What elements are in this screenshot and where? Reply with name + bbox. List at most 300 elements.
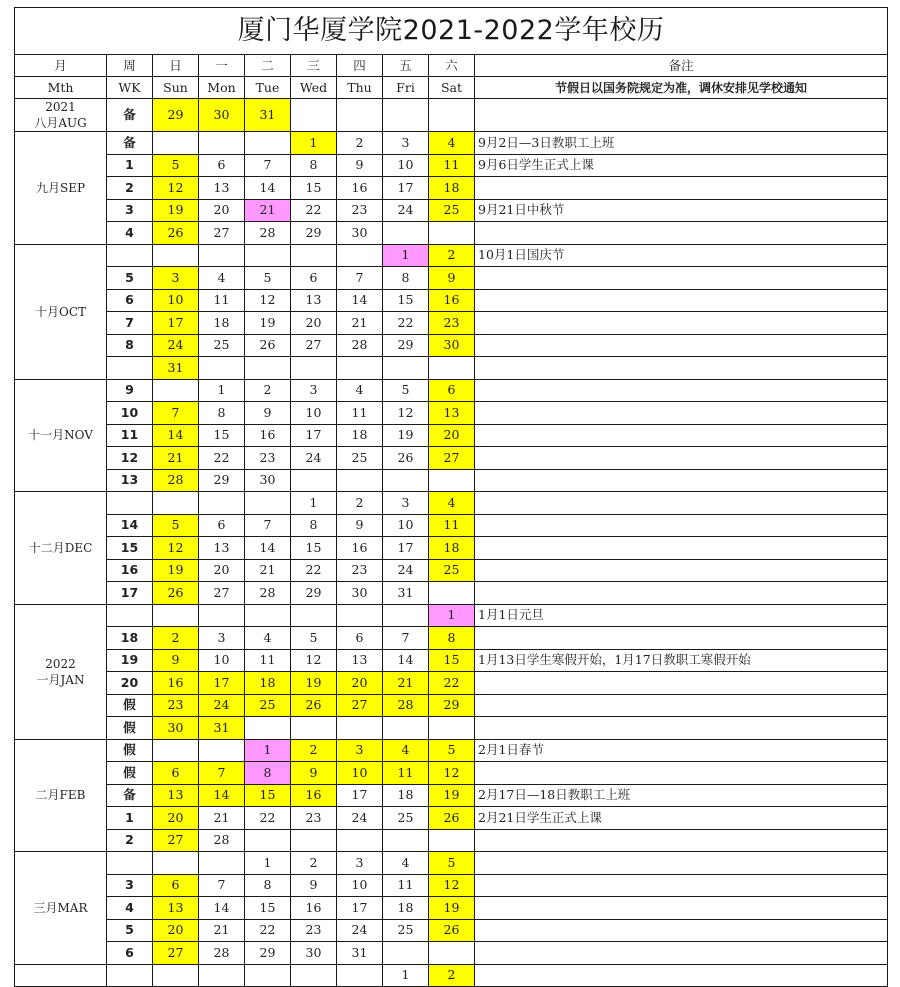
day-cell: 31 <box>383 582 429 605</box>
day-cell: 2 <box>337 132 383 155</box>
day-cell: 14 <box>245 537 291 560</box>
day-cell: 30 <box>291 942 337 965</box>
day-cell <box>199 492 245 515</box>
week-row <box>15 289 888 312</box>
week-number: 2 <box>107 829 153 852</box>
day-cell: 1 <box>383 964 429 987</box>
day-cell <box>153 379 199 402</box>
day-cell: 16 <box>291 784 337 807</box>
day-cell: 18 <box>199 312 245 335</box>
day-cell <box>291 829 337 852</box>
header-notes-disclaimer: 节假日以国务院规定为准，调休安排见学校通知 <box>475 77 888 99</box>
day-cell: 2 <box>153 627 199 650</box>
day-cell: 31 <box>245 99 291 132</box>
week-number: 9 <box>107 379 153 402</box>
note-cell <box>475 582 888 605</box>
day-cell: 31 <box>153 357 199 380</box>
day-cell: 21 <box>199 919 245 942</box>
day-cell: 31 <box>337 942 383 965</box>
day-cell: 18 <box>429 177 475 200</box>
day-cell: 17 <box>199 672 245 695</box>
day-cell: 6 <box>199 154 245 177</box>
note-cell <box>475 514 888 537</box>
week-row <box>15 807 888 830</box>
week-number: 11 <box>107 424 153 447</box>
week-row <box>15 132 888 155</box>
day-cell: 23 <box>153 694 199 717</box>
day-cell <box>383 99 429 132</box>
note-cell: 1月13日学生寒假开始，1月17日教职工寒假开始 <box>475 649 888 672</box>
day-cell: 22 <box>383 312 429 335</box>
note-cell <box>475 379 888 402</box>
day-cell: 7 <box>245 154 291 177</box>
header-sun-en: Sun <box>153 77 199 99</box>
school-calendar-table <box>14 7 888 987</box>
day-cell: 24 <box>153 334 199 357</box>
week-number: 20 <box>107 672 153 695</box>
note-cell <box>475 964 888 987</box>
day-cell: 12 <box>383 402 429 425</box>
week-number: 12 <box>107 447 153 470</box>
day-cell: 13 <box>153 897 199 920</box>
day-cell: 26 <box>245 334 291 357</box>
day-cell: 20 <box>429 424 475 447</box>
day-cell: 2 <box>429 964 475 987</box>
day-cell: 22 <box>429 672 475 695</box>
note-cell: 1月1日元旦 <box>475 604 888 627</box>
day-cell: 24 <box>383 559 429 582</box>
day-cell <box>383 222 429 245</box>
note-cell: 10月1日国庆节 <box>475 244 888 267</box>
day-cell <box>337 717 383 740</box>
month-label-line: 十一月NOV <box>28 428 93 443</box>
header-wed-cn: 三 <box>291 55 337 77</box>
day-cell: 25 <box>199 334 245 357</box>
week-number: 4 <box>107 897 153 920</box>
day-cell: 9 <box>245 402 291 425</box>
header-wed-en: Wed <box>291 77 337 99</box>
day-cell <box>291 99 337 132</box>
week-row <box>15 312 888 335</box>
day-cell: 24 <box>291 447 337 470</box>
day-cell: 28 <box>337 334 383 357</box>
week-number: 17 <box>107 582 153 605</box>
header-sat-cn: 六 <box>429 55 475 77</box>
day-cell: 20 <box>153 919 199 942</box>
header-fri-cn: 五 <box>383 55 429 77</box>
day-cell: 9 <box>429 267 475 290</box>
day-cell: 10 <box>337 762 383 785</box>
day-cell: 29 <box>383 334 429 357</box>
day-cell: 11 <box>429 514 475 537</box>
day-cell: 26 <box>429 807 475 830</box>
note-cell <box>475 852 888 875</box>
day-cell: 19 <box>383 424 429 447</box>
day-cell: 12 <box>429 762 475 785</box>
note-cell <box>475 267 888 290</box>
day-cell <box>153 852 199 875</box>
day-cell <box>337 244 383 267</box>
day-cell: 10 <box>337 874 383 897</box>
day-cell <box>429 99 475 132</box>
day-cell: 26 <box>153 222 199 245</box>
header-row-en <box>15 77 888 99</box>
day-cell: 5 <box>153 514 199 537</box>
week-number <box>107 964 153 987</box>
day-cell: 27 <box>291 334 337 357</box>
day-cell <box>199 852 245 875</box>
week-number: 3 <box>107 874 153 897</box>
day-cell: 22 <box>245 919 291 942</box>
day-cell: 2 <box>337 492 383 515</box>
week-number: 假 <box>107 717 153 740</box>
month-label <box>15 99 107 132</box>
week-row <box>15 244 888 267</box>
header-month-cn: 月 <box>15 55 107 77</box>
week-row <box>15 537 888 560</box>
day-cell: 17 <box>153 312 199 335</box>
note-cell: 9月21日中秋节 <box>475 199 888 222</box>
day-cell: 17 <box>291 424 337 447</box>
day-cell: 4 <box>245 627 291 650</box>
week-number: 2 <box>107 177 153 200</box>
header-tue-en: Tue <box>245 77 291 99</box>
page-title: 厦门华厦学院2021-2022学年校历 <box>15 8 888 55</box>
day-cell: 24 <box>337 807 383 830</box>
day-cell: 13 <box>199 177 245 200</box>
week-number: 1 <box>107 154 153 177</box>
day-cell <box>245 829 291 852</box>
day-cell: 8 <box>245 762 291 785</box>
day-cell: 6 <box>429 379 475 402</box>
month-label <box>15 492 107 605</box>
note-cell <box>475 447 888 470</box>
day-cell: 3 <box>153 267 199 290</box>
day-cell: 24 <box>199 694 245 717</box>
day-cell: 14 <box>245 177 291 200</box>
day-cell: 23 <box>337 559 383 582</box>
day-cell: 25 <box>337 447 383 470</box>
week-row <box>15 222 888 245</box>
day-cell: 4 <box>337 379 383 402</box>
day-cell: 27 <box>337 694 383 717</box>
day-cell: 28 <box>199 829 245 852</box>
note-cell: 2月17日—18日教职工上班 <box>475 784 888 807</box>
day-cell <box>245 717 291 740</box>
day-cell: 29 <box>291 582 337 605</box>
header-thu-en: Thu <box>337 77 383 99</box>
day-cell: 29 <box>429 694 475 717</box>
week-number: 假 <box>107 694 153 717</box>
day-cell <box>383 469 429 492</box>
week-row <box>15 559 888 582</box>
day-cell: 28 <box>383 694 429 717</box>
note-cell: 9月2日—3日教职工上班 <box>475 132 888 155</box>
day-cell <box>337 357 383 380</box>
header-fri-en: Fri <box>383 77 429 99</box>
day-cell: 4 <box>383 739 429 762</box>
day-cell <box>291 717 337 740</box>
note-cell <box>475 402 888 425</box>
day-cell: 13 <box>337 649 383 672</box>
week-row <box>15 582 888 605</box>
day-cell: 19 <box>153 559 199 582</box>
day-cell: 6 <box>291 267 337 290</box>
note-cell <box>475 469 888 492</box>
day-cell: 19 <box>153 199 199 222</box>
note-cell: 2月21日学生正式上课 <box>475 807 888 830</box>
day-cell <box>337 964 383 987</box>
day-cell: 8 <box>429 627 475 650</box>
day-cell: 9 <box>337 154 383 177</box>
header-mon-en: Mon <box>199 77 245 99</box>
day-cell: 8 <box>383 267 429 290</box>
day-cell: 16 <box>337 177 383 200</box>
week-row <box>15 852 888 875</box>
week-number: 5 <box>107 267 153 290</box>
day-cell: 25 <box>429 559 475 582</box>
day-cell: 27 <box>199 222 245 245</box>
day-cell: 26 <box>153 582 199 605</box>
day-cell: 9 <box>153 649 199 672</box>
day-cell: 29 <box>291 222 337 245</box>
day-cell <box>245 357 291 380</box>
week-number <box>107 357 153 380</box>
note-cell <box>475 357 888 380</box>
day-cell <box>153 492 199 515</box>
week-number: 7 <box>107 312 153 335</box>
header-sat-en: Sat <box>429 77 475 99</box>
day-cell: 11 <box>337 402 383 425</box>
day-cell: 20 <box>153 807 199 830</box>
week-number <box>107 244 153 267</box>
note-cell <box>475 99 888 132</box>
day-cell: 7 <box>245 514 291 537</box>
month-label <box>15 604 107 739</box>
note-cell <box>475 672 888 695</box>
note-cell <box>475 942 888 965</box>
note-cell <box>475 424 888 447</box>
week-number: 10 <box>107 402 153 425</box>
day-cell <box>199 739 245 762</box>
day-cell <box>429 829 475 852</box>
header-notes-cn: 备注 <box>475 55 888 77</box>
day-cell: 4 <box>429 492 475 515</box>
day-cell: 27 <box>153 829 199 852</box>
week-number: 备 <box>107 132 153 155</box>
day-cell: 4 <box>429 132 475 155</box>
day-cell <box>153 739 199 762</box>
day-cell: 6 <box>337 627 383 650</box>
day-cell: 21 <box>153 447 199 470</box>
week-row <box>15 177 888 200</box>
week-number: 4 <box>107 222 153 245</box>
day-cell: 22 <box>291 559 337 582</box>
day-cell: 30 <box>153 717 199 740</box>
day-cell: 30 <box>337 582 383 605</box>
day-cell: 24 <box>337 919 383 942</box>
day-cell <box>429 222 475 245</box>
day-cell <box>153 244 199 267</box>
month-label-line: 十二月DEC <box>28 540 93 555</box>
day-cell: 7 <box>383 627 429 650</box>
note-cell <box>475 559 888 582</box>
day-cell: 20 <box>291 312 337 335</box>
day-cell: 23 <box>291 919 337 942</box>
week-number <box>107 852 153 875</box>
day-cell: 15 <box>429 649 475 672</box>
note-cell <box>475 717 888 740</box>
week-row <box>15 874 888 897</box>
calendar-sheet <box>14 7 887 987</box>
day-cell: 2 <box>429 244 475 267</box>
note-cell: 2月1日春节 <box>475 739 888 762</box>
month-label-line: 八月AUG <box>34 116 87 130</box>
day-cell: 15 <box>383 289 429 312</box>
day-cell: 26 <box>429 919 475 942</box>
week-number: 备 <box>107 784 153 807</box>
day-cell: 30 <box>429 334 475 357</box>
month-label <box>15 739 107 852</box>
title-row <box>15 8 888 55</box>
day-cell: 13 <box>153 784 199 807</box>
day-cell: 10 <box>383 514 429 537</box>
day-cell: 17 <box>337 897 383 920</box>
day-cell <box>429 582 475 605</box>
day-cell: 5 <box>291 627 337 650</box>
day-cell: 26 <box>383 447 429 470</box>
day-cell <box>383 604 429 627</box>
day-cell: 20 <box>199 559 245 582</box>
day-cell: 12 <box>429 874 475 897</box>
week-row <box>15 99 888 132</box>
day-cell: 3 <box>383 492 429 515</box>
day-cell: 30 <box>245 469 291 492</box>
day-cell <box>245 964 291 987</box>
header-week-cn: 周 <box>107 55 153 77</box>
week-row <box>15 762 888 785</box>
day-cell: 9 <box>291 874 337 897</box>
day-cell: 10 <box>291 402 337 425</box>
day-cell: 5 <box>245 267 291 290</box>
week-number: 假 <box>107 762 153 785</box>
note-cell <box>475 312 888 335</box>
month-label-line: 2021 <box>45 100 76 114</box>
header-sun-cn: 日 <box>153 55 199 77</box>
day-cell: 8 <box>291 154 337 177</box>
day-cell: 2 <box>291 852 337 875</box>
day-cell: 21 <box>199 807 245 830</box>
day-cell: 14 <box>337 289 383 312</box>
day-cell: 17 <box>383 177 429 200</box>
day-cell: 27 <box>429 447 475 470</box>
day-cell <box>199 244 245 267</box>
day-cell: 3 <box>383 132 429 155</box>
day-cell: 19 <box>245 312 291 335</box>
week-row <box>15 739 888 762</box>
day-cell: 28 <box>245 222 291 245</box>
day-cell <box>291 604 337 627</box>
day-cell: 23 <box>245 447 291 470</box>
day-cell: 30 <box>337 222 383 245</box>
day-cell: 6 <box>153 874 199 897</box>
header-row-cn <box>15 55 888 77</box>
week-row <box>15 604 888 627</box>
day-cell <box>291 964 337 987</box>
week-row <box>15 717 888 740</box>
week-row <box>15 829 888 852</box>
day-cell: 6 <box>153 762 199 785</box>
week-row <box>15 627 888 650</box>
week-number <box>107 604 153 627</box>
day-cell <box>383 357 429 380</box>
week-number: 6 <box>107 942 153 965</box>
day-cell: 14 <box>199 784 245 807</box>
day-cell: 12 <box>153 537 199 560</box>
day-cell: 28 <box>153 469 199 492</box>
calendar-body <box>15 8 888 987</box>
day-cell: 9 <box>291 762 337 785</box>
week-row <box>15 402 888 425</box>
day-cell: 11 <box>199 289 245 312</box>
day-cell: 31 <box>199 717 245 740</box>
day-cell <box>337 829 383 852</box>
day-cell: 11 <box>245 649 291 672</box>
week-number: 3 <box>107 199 153 222</box>
day-cell: 27 <box>199 582 245 605</box>
day-cell: 12 <box>153 177 199 200</box>
week-number: 备 <box>107 99 153 132</box>
note-cell <box>475 177 888 200</box>
note-cell <box>475 919 888 942</box>
day-cell: 23 <box>337 199 383 222</box>
day-cell: 28 <box>245 582 291 605</box>
week-row <box>15 919 888 942</box>
month-label-line: 十月OCT <box>34 304 87 319</box>
day-cell: 3 <box>291 379 337 402</box>
month-label <box>15 964 107 987</box>
day-cell: 28 <box>199 942 245 965</box>
day-cell: 16 <box>153 672 199 695</box>
day-cell: 18 <box>337 424 383 447</box>
day-cell: 1 <box>291 132 337 155</box>
day-cell: 7 <box>199 762 245 785</box>
day-cell: 4 <box>199 267 245 290</box>
week-row <box>15 649 888 672</box>
day-cell: 7 <box>153 402 199 425</box>
week-row <box>15 964 888 987</box>
day-cell: 11 <box>383 874 429 897</box>
day-cell <box>383 717 429 740</box>
day-cell <box>429 357 475 380</box>
day-cell: 22 <box>199 447 245 470</box>
day-cell: 3 <box>337 852 383 875</box>
day-cell: 15 <box>245 784 291 807</box>
week-row <box>15 514 888 537</box>
week-number: 14 <box>107 514 153 537</box>
day-cell: 1 <box>245 739 291 762</box>
note-cell <box>475 492 888 515</box>
day-cell: 27 <box>153 942 199 965</box>
day-cell: 10 <box>153 289 199 312</box>
week-number: 19 <box>107 649 153 672</box>
day-cell: 30 <box>199 99 245 132</box>
day-cell: 5 <box>383 379 429 402</box>
day-cell <box>337 469 383 492</box>
day-cell: 17 <box>383 537 429 560</box>
day-cell: 14 <box>383 649 429 672</box>
day-cell: 19 <box>429 784 475 807</box>
